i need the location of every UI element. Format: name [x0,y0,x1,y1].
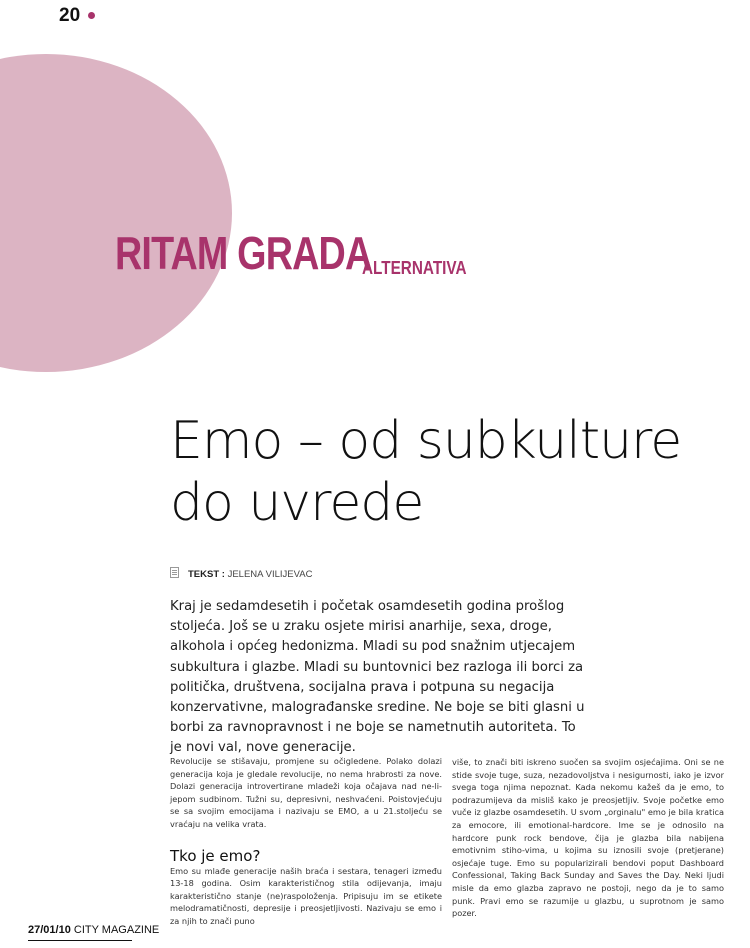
page-number-dot [88,12,95,19]
decorative-circle [0,54,232,372]
body-paragraph: Revolucije se stišavaju, promjene su očigledene. Polako dolazi generacija koja je gledale revolucije, no nema hrabrosti za nove. Dolazi generacija introvertirane mladeži koja očajava nad ne-li-jepom sudbinom. Tužni su, depresivni, neshvaćeni. Poistovjećuju se sa svojim emocijama i nazivaju se EMO, a u 21.stoljeću se vraćaju na velika vrata. [170,756,442,829]
byline-author: JELENA VILIJEVAC [227,569,313,580]
footer-magazine: CITY MAGAZINE [73,924,160,936]
body-column-right [452,756,724,920]
body-column-left [170,755,442,928]
document-icon [170,567,179,578]
footer-rule [28,940,132,941]
article-lead: Kraj je sedamdesetih i početak osamdesetih godina prošlog stoljeća. Još se u zraku osjete mirisi anarhije, sexa, droge, alkohola i općeg hedonizma. Mladi su pod snažnim utjecajem subkultura i glazbe. Mladi su buntovnici bez razloga ili borci za politička, društvena, socijalna prava i potpuna su negacija konzervativne, malograđanske sredine. Ne boje se biti glasni u borbi za ravnopravnost i ne boje se nametnutih autoriteta. To je novi val, nove generacije. [170,599,585,756]
section-title: RITAM GRADA [115,227,372,279]
subheading: Tko je emo? [170,846,261,865]
article-headline: Emo – od subkulture do uvrede [170,411,682,533]
body-paragraph: više, to znači biti iskreno suočen sa svojim osjećajima. Oni se ne stide svoje tuge, suza, nezadovoljstva i nesigurnosti, iako je izvor svega toga njima nepoznat. Kada nekomu kažeš da je emo, to podrazumijeva da misliš kako je preosjetljiv. Svoje početke emo vuče iz glazbe osamdesetih. U svom „orginalu" emo je bila kratica za emocore, ili emotional-hardcore. Ime se je odnosilo na hardcore punk rock bendove, čija je glazba bila nabijena emotivnim stiho-vima, u kojima su iznosili svoje (pretjerane) osjećaje tuge. Emo su popularizirali bendovi poput Dashboard Confessional, Taking Back Sunday and Saves the Day. Neki ljudi misle da emo glazba zapravo ne postoji, nego da je to samo punk. Pravi emo se razumije u glazbu, u suprotnom je samo pozer. [452,757,724,919]
byline [170,567,312,580]
footer [28,924,159,936]
footer-date: 27/01/10 [28,924,71,936]
byline-label: TEKST : [188,569,225,580]
page-number: 20 [59,5,81,26]
section-subtitle: ALTERNATIVA [362,258,467,278]
body-paragraph: Emo su mlađe generacije naših braća i sestara, tenageri između 13-18 godina. Osim karakterističnog stila odijevanja, imaju karakteristično stanje (ne)raspoloženja. Pripisuju im se etikete melodramatičnosti, depresije i preosjetljivosti. Nazivaju se emo i za njih to znači puno [170,865,442,926]
